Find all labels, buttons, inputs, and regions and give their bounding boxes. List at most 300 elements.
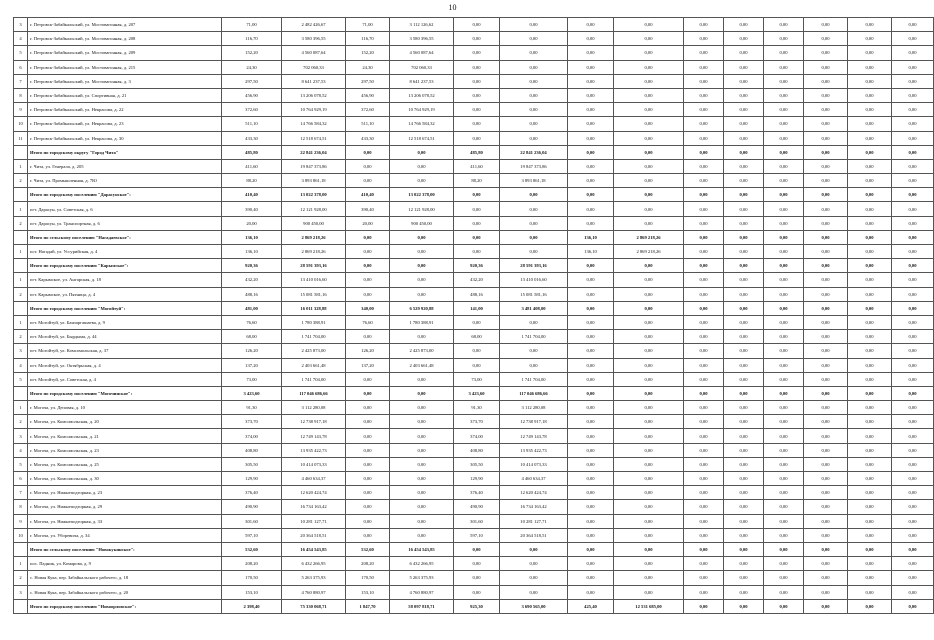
value-cell: 0,00: [390, 443, 454, 457]
value-cell: 0,00: [764, 32, 804, 46]
value-cell: 0,00: [500, 542, 568, 556]
value-cell: 3 112 126,62: [390, 18, 454, 32]
value-cell: 340,00: [346, 301, 390, 315]
value-cell: 0,00: [804, 32, 848, 46]
value-cell: 12 121 928,00: [282, 202, 346, 216]
value-cell: 0,00: [684, 500, 724, 514]
value-cell: 5 263 375,93: [282, 571, 346, 585]
value-cell: 0,00: [568, 216, 614, 230]
value-cell: 0,00: [892, 74, 934, 88]
value-cell: 0,00: [684, 32, 724, 46]
value-cell: 411,60: [454, 159, 500, 173]
address-cell: г. Могоча, ул. Деповая, д. 10: [28, 401, 222, 415]
subtotal-label-cell: Итого по городскому поселению "Могойтуй":: [28, 301, 222, 315]
value-cell: 0,00: [568, 301, 614, 315]
value-cell: 0,00: [764, 542, 804, 556]
value-cell: 126,20: [346, 344, 390, 358]
value-cell: 0,00: [684, 188, 724, 202]
value-cell: 12 620 424,74: [500, 486, 568, 500]
value-cell: 0,00: [346, 287, 390, 301]
row-number-cell: [14, 599, 28, 613]
value-cell: 702 060,33: [282, 60, 346, 74]
value-cell: 0,00: [614, 74, 684, 88]
value-cell: 0,00: [892, 273, 934, 287]
address-cell: г. Петровск-Забайкальский, ул. Мостовагонная, д. 207: [28, 18, 222, 32]
table-row: [14, 358, 934, 372]
value-cell: 0,00: [684, 571, 724, 585]
value-cell: 0,00: [614, 216, 684, 230]
value-cell: 0,00: [804, 415, 848, 429]
value-cell: 485,80: [222, 145, 282, 159]
value-cell: 0,00: [684, 486, 724, 500]
value-cell: 0,00: [684, 443, 724, 457]
row-number-cell: 2: [14, 216, 28, 230]
value-cell: 0,00: [892, 443, 934, 457]
value-cell: 0,00: [764, 457, 804, 471]
page-number: 10: [448, 3, 457, 12]
value-cell: 20,00: [346, 216, 390, 230]
table-row: [14, 46, 934, 60]
value-cell: 0,00: [764, 443, 804, 457]
value-cell: 15 081 581,16: [282, 287, 346, 301]
value-cell: 0,00: [764, 514, 804, 528]
value-cell: 0,00: [764, 358, 804, 372]
value-cell: 490,90: [454, 500, 500, 514]
value-cell: 16 011 328,88: [282, 301, 346, 315]
value-cell: 0,00: [568, 472, 614, 486]
value-cell: 3 893 861,18: [282, 174, 346, 188]
value-cell: 0,00: [848, 457, 892, 471]
value-cell: 0,00: [614, 415, 684, 429]
value-cell: 4 460 634,37: [500, 472, 568, 486]
address-cell: г. Петровск-Забайкальский, ул. Мостовагонная, д. 209: [28, 46, 222, 60]
value-cell: 0,00: [346, 372, 390, 386]
value-cell: 0,00: [390, 159, 454, 173]
value-cell: 0,00: [390, 372, 454, 386]
value-cell: 0,00: [500, 131, 568, 145]
value-cell: 0,00: [568, 103, 614, 117]
value-cell: 0,00: [614, 344, 684, 358]
value-cell: 0,00: [804, 174, 848, 188]
value-cell: 0,00: [614, 386, 684, 400]
value-cell: 2 869 218,26: [614, 230, 684, 244]
value-cell: 0,00: [892, 585, 934, 599]
value-cell: 0,00: [454, 131, 500, 145]
value-cell: 0,00: [764, 230, 804, 244]
value-cell: 15 081 581,16: [500, 287, 568, 301]
value-cell: 0,00: [724, 174, 764, 188]
address-cell: пос. Падник, ул. Комарова, д. 9: [28, 557, 222, 571]
value-cell: 0,00: [892, 145, 934, 159]
value-cell: 0,00: [346, 472, 390, 486]
table-row: [14, 131, 934, 145]
value-cell: 0,00: [764, 500, 804, 514]
value-cell: 0,00: [848, 585, 892, 599]
value-cell: 16 454 543,85: [282, 542, 346, 556]
value-cell: 0,00: [614, 486, 684, 500]
value-cell: 0,00: [614, 174, 684, 188]
row-number-cell: 10: [14, 117, 28, 131]
value-cell: 0,00: [804, 443, 848, 457]
value-cell: 0,00: [684, 88, 724, 102]
value-cell: 0,00: [614, 443, 684, 457]
value-cell: 3 580 396,55: [390, 32, 454, 46]
value-cell: 0,00: [568, 571, 614, 585]
value-cell: 0,00: [892, 344, 934, 358]
value-cell: 0,00: [454, 117, 500, 131]
value-cell: 0,00: [568, 514, 614, 528]
value-cell: 532,60: [222, 542, 282, 556]
value-cell: 0,00: [454, 216, 500, 230]
value-cell: 12 738 917,18: [500, 415, 568, 429]
value-cell: 0,00: [724, 159, 764, 173]
value-cell: 0,00: [764, 415, 804, 429]
address-cell: г. Петровск-Забайкальский, ул. Некрасова, д. 22: [28, 103, 222, 117]
row-number-cell: 2: [14, 415, 28, 429]
value-cell: 0,00: [848, 287, 892, 301]
value-cell: 0,00: [848, 174, 892, 188]
value-cell: 0,00: [764, 117, 804, 131]
value-cell: 0,00: [614, 514, 684, 528]
value-cell: 0,00: [500, 557, 568, 571]
address-cell: г. Чита, ул. Промышленная, д. 7Ю: [28, 174, 222, 188]
value-cell: 0,00: [724, 557, 764, 571]
row-number-cell: 1: [14, 202, 28, 216]
value-cell: 0,00: [614, 358, 684, 372]
value-cell: 91,30: [454, 401, 500, 415]
value-cell: 0,00: [500, 230, 568, 244]
value-cell: 13 935 422,73: [282, 443, 346, 457]
value-cell: 0,00: [500, 315, 568, 329]
value-cell: 0,00: [724, 131, 764, 145]
table-row: [14, 202, 934, 216]
value-cell: 0,00: [454, 202, 500, 216]
value-cell: 0,00: [684, 131, 724, 145]
value-cell: 0,00: [848, 528, 892, 542]
value-cell: 597,10: [454, 528, 500, 542]
row-number-cell: 1: [14, 273, 28, 287]
address-cell: пгт. Могойтуй, ул. Советская, д. 4: [28, 372, 222, 386]
value-cell: 0,00: [724, 344, 764, 358]
value-cell: 0,00: [346, 386, 390, 400]
value-cell: 0,00: [724, 117, 764, 131]
value-cell: 372,60: [346, 103, 390, 117]
value-cell: 0,00: [848, 315, 892, 329]
value-cell: 0,00: [454, 32, 500, 46]
value-cell: 0,00: [500, 60, 568, 74]
value-cell: 0,00: [892, 457, 934, 471]
value-cell: 0,00: [892, 202, 934, 216]
value-cell: 0,00: [764, 401, 804, 415]
address-cell: с. Новая Кука, пер. Забайкальского рабочего, д. 20: [28, 585, 222, 599]
value-cell: 390,40: [346, 202, 390, 216]
row-number-cell: 2: [14, 174, 28, 188]
value-cell: 0,00: [804, 230, 848, 244]
value-cell: 0,00: [614, 145, 684, 159]
value-cell: 0,00: [892, 358, 934, 372]
value-cell: 24,30: [346, 60, 390, 74]
value-cell: 12 620 424,74: [282, 486, 346, 500]
value-cell: 0,00: [848, 542, 892, 556]
table-row: [14, 585, 934, 599]
value-cell: 374,00: [222, 429, 282, 443]
table-row: [14, 18, 934, 32]
value-cell: 0,00: [848, 103, 892, 117]
value-cell: 481,00: [222, 301, 282, 315]
value-cell: 0,00: [500, 344, 568, 358]
value-cell: 0,00: [390, 273, 454, 287]
value-cell: 0,00: [390, 145, 454, 159]
value-cell: 0,00: [848, 202, 892, 216]
value-cell: 126,20: [222, 344, 282, 358]
value-cell: 136,10: [222, 245, 282, 259]
value-cell: 0,00: [848, 32, 892, 46]
address-cell: г. Могоча, ул. Нижнеподгорная, д. 29: [28, 500, 222, 514]
value-cell: 136,10: [568, 230, 614, 244]
address-cell: г. Петровск-Забайкальский, ул. Некрасова, д. 30: [28, 131, 222, 145]
value-cell: 0,00: [614, 429, 684, 443]
table-row: [14, 571, 934, 585]
value-cell: 0,00: [614, 315, 684, 329]
address-cell: г. Могоча, ул. Комсомольская, д. 21: [28, 429, 222, 443]
value-cell: 0,00: [848, 159, 892, 173]
value-cell: 8 641 237,53: [282, 74, 346, 88]
value-cell: 532,60: [346, 542, 390, 556]
value-cell: 136,10: [568, 245, 614, 259]
address-cell: пгт. Могойтуй, ул. Бырдыма, д. 44: [28, 330, 222, 344]
value-cell: 0,00: [764, 301, 804, 315]
value-cell: 0,00: [892, 429, 934, 443]
value-cell: 0,00: [848, 557, 892, 571]
value-cell: 0,00: [568, 315, 614, 329]
value-cell: 0,00: [346, 230, 390, 244]
value-cell: 0,00: [454, 88, 500, 102]
value-cell: 0,00: [892, 301, 934, 315]
value-cell: 408,80: [454, 443, 500, 457]
value-cell: 12 518 674,51: [282, 131, 346, 145]
value-cell: 0,00: [724, 599, 764, 613]
value-cell: 3 112 280,08: [500, 401, 568, 415]
row-number-cell: 5: [14, 457, 28, 471]
value-cell: 0,00: [500, 103, 568, 117]
value-cell: 0,00: [804, 486, 848, 500]
value-cell: 0,00: [848, 472, 892, 486]
value-cell: 117 046 686,66: [282, 386, 346, 400]
value-cell: 0,00: [804, 287, 848, 301]
row-number-cell: [14, 230, 28, 244]
value-cell: 372,60: [222, 103, 282, 117]
value-cell: 19 847 373,86: [282, 159, 346, 173]
value-cell: 24,30: [222, 60, 282, 74]
address-cell: пгт. Карымское, ул. Ангарская, д. 18: [28, 273, 222, 287]
address-cell: г. Могоча, ул. Комсомольская, д. 25: [28, 457, 222, 471]
table-row: [14, 216, 934, 230]
value-cell: 0,00: [804, 273, 848, 287]
value-cell: 0,00: [892, 372, 934, 386]
row-number-cell: [14, 188, 28, 202]
value-cell: 1 741 704,00: [500, 372, 568, 386]
value-cell: 0,00: [724, 88, 764, 102]
value-cell: 0,00: [892, 159, 934, 173]
value-cell: 0,00: [684, 230, 724, 244]
value-cell: 2 425 873,00: [390, 344, 454, 358]
value-cell: 0,00: [892, 18, 934, 32]
value-cell: 0,00: [848, 401, 892, 415]
value-cell: 0,00: [454, 74, 500, 88]
row-number-cell: 9: [14, 514, 28, 528]
subtotal-label-cell: Итого по сельскому поселению "Нагадаевское":: [28, 230, 222, 244]
row-number-cell: [14, 259, 28, 273]
value-cell: 0,00: [500, 216, 568, 230]
row-number-cell: 7: [14, 74, 28, 88]
value-cell: 456,90: [222, 88, 282, 102]
row-number-cell: 3: [14, 18, 28, 32]
value-cell: 0,00: [724, 202, 764, 216]
address-cell: пгт. Могойтуй, ул. Октябрьская, д. 4: [28, 358, 222, 372]
value-cell: 0,00: [804, 429, 848, 443]
value-cell: 0,00: [764, 287, 804, 301]
value-cell: 0,00: [390, 401, 454, 415]
value-cell: 0,00: [568, 188, 614, 202]
value-cell: 1 741 704,00: [500, 330, 568, 344]
value-cell: 0,00: [848, 245, 892, 259]
address-cell: г. Могоча, ул. Нижнеподгорная, д. 33: [28, 514, 222, 528]
address-cell: г. Могоча, ул. Нижнеподгорная, д. 23: [28, 486, 222, 500]
value-cell: 0,00: [454, 245, 500, 259]
value-cell: 2 482 426,67: [282, 18, 346, 32]
value-cell: 0,00: [804, 372, 848, 386]
value-cell: 0,00: [764, 528, 804, 542]
subtotal-label-cell: Итого по городскому поселению "Карымское":: [28, 259, 222, 273]
value-cell: 0,00: [684, 429, 724, 443]
value-cell: 0,00: [568, 159, 614, 173]
value-cell: 0,00: [804, 46, 848, 60]
value-cell: 0,00: [568, 372, 614, 386]
value-cell: 0,00: [724, 74, 764, 88]
value-cell: 0,00: [454, 344, 500, 358]
value-cell: 0,00: [568, 457, 614, 471]
value-cell: 0,00: [614, 46, 684, 60]
value-cell: 490,90: [222, 500, 282, 514]
value-cell: 373,70: [222, 415, 282, 429]
value-cell: 297,50: [346, 74, 390, 88]
table-row: [14, 401, 934, 415]
address-cell: г. Чита, ул. Генерала, д. 205: [28, 159, 222, 173]
value-cell: 0,00: [390, 500, 454, 514]
value-cell: 1 780 388,91: [390, 315, 454, 329]
value-cell: 0,00: [614, 32, 684, 46]
row-number-cell: 3: [14, 429, 28, 443]
value-cell: 0,00: [892, 60, 934, 74]
value-cell: 0,00: [724, 358, 764, 372]
value-cell: 0,00: [346, 245, 390, 259]
value-cell: 58 097 818,71: [390, 599, 454, 613]
value-cell: 0,00: [568, 358, 614, 372]
value-cell: 3 112 280,08: [282, 401, 346, 415]
value-cell: 0,00: [614, 287, 684, 301]
value-cell: 0,00: [346, 330, 390, 344]
value-cell: 0,00: [848, 372, 892, 386]
value-cell: 0,00: [390, 415, 454, 429]
value-cell: 0,00: [804, 74, 848, 88]
value-cell: 0,00: [454, 18, 500, 32]
value-cell: 0,00: [614, 301, 684, 315]
value-cell: 10 281 127,71: [282, 514, 346, 528]
value-cell: 0,00: [454, 188, 500, 202]
value-cell: 0,00: [684, 301, 724, 315]
value-cell: 0,00: [804, 216, 848, 230]
value-cell: 4 760 880,97: [282, 585, 346, 599]
row-number-cell: 3: [14, 344, 28, 358]
value-cell: 0,00: [804, 599, 848, 613]
value-cell: 0,00: [764, 174, 804, 188]
value-cell: 12 518 674,51: [390, 131, 454, 145]
value-cell: 208,20: [346, 557, 390, 571]
value-cell: 0,00: [724, 330, 764, 344]
value-cell: 0,00: [764, 344, 804, 358]
value-cell: 0,00: [764, 429, 804, 443]
value-cell: 0,00: [684, 358, 724, 372]
value-cell: 0,00: [804, 557, 848, 571]
row-number-cell: 5: [14, 372, 28, 386]
value-cell: 0,00: [764, 599, 804, 613]
value-cell: 0,00: [568, 486, 614, 500]
value-cell: 0,00: [390, 514, 454, 528]
value-cell: 0,00: [684, 18, 724, 32]
value-cell: 6 529 920,88: [390, 301, 454, 315]
value-cell: 0,00: [568, 585, 614, 599]
value-cell: 0,00: [454, 46, 500, 60]
row-number-cell: 3: [14, 585, 28, 599]
value-cell: 0,00: [848, 301, 892, 315]
value-cell: 4 760 880,97: [390, 585, 454, 599]
value-cell: 28 591 393,16: [500, 259, 568, 273]
value-cell: 432,20: [454, 273, 500, 287]
value-cell: 0,00: [892, 486, 934, 500]
value-cell: 0,00: [568, 202, 614, 216]
value-cell: 0,00: [764, 188, 804, 202]
value-cell: 0,00: [500, 18, 568, 32]
value-cell: 14 766 584,32: [390, 117, 454, 131]
table-row: [14, 514, 934, 528]
value-cell: 0,00: [764, 216, 804, 230]
value-cell: 0,00: [614, 528, 684, 542]
table-row: [14, 117, 934, 131]
value-cell: 10 281 127,71: [500, 514, 568, 528]
value-cell: 0,00: [724, 230, 764, 244]
value-cell: 373,70: [454, 415, 500, 429]
subtotal-label-cell: Итого по городскому поселению "Дарасунское":: [28, 188, 222, 202]
value-cell: 0,00: [804, 103, 848, 117]
value-cell: 511,10: [346, 117, 390, 131]
value-cell: 4 560 087,64: [282, 46, 346, 60]
value-cell: 0,00: [454, 358, 500, 372]
table-row: [14, 88, 934, 102]
table-row: [14, 429, 934, 443]
row-number-cell: 9: [14, 103, 28, 117]
table-row: [14, 245, 934, 259]
row-number-cell: 6: [14, 60, 28, 74]
table-row: [14, 315, 934, 329]
value-cell: 0,00: [848, 259, 892, 273]
value-cell: 0,00: [724, 472, 764, 486]
value-cell: 0,00: [764, 273, 804, 287]
value-cell: 0,00: [804, 117, 848, 131]
value-cell: 137,20: [346, 358, 390, 372]
value-cell: 170,50: [222, 571, 282, 585]
value-cell: 0,00: [454, 60, 500, 74]
value-cell: 0,00: [848, 145, 892, 159]
